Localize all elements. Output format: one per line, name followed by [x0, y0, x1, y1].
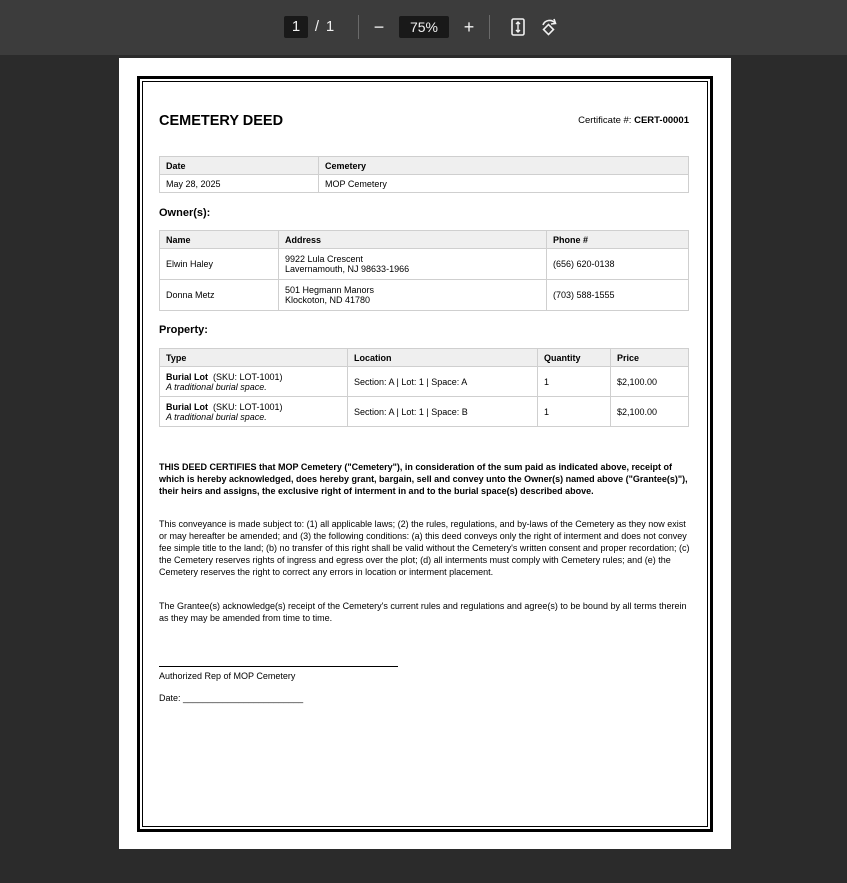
page-number-input[interactable]: 1 [284, 16, 308, 38]
type-header: Type [160, 349, 348, 367]
owner-name-header: Name [160, 231, 279, 249]
acknowledge-paragraph: The Grantee(s) acknowledge(s) receipt of the Cemetery's current rules and regulations and agree(s) to be bound by all terms therein as they may be amended from time to time. [159, 601, 687, 623]
address-line: 501 Hegmann Manors [285, 285, 375, 295]
property-price: $2,100.00 [611, 367, 689, 397]
certifies-paragraph: THIS DEED CERTIFIES that MOP Cemetery ("Cemetery"), in consideration of the sum paid as indicated above, receipt of which is hereby acknowledged, does hereby grant, bargain, sell and convey unto the Owner(s) named above ("Grantee(s)"), their heirs and assigns, the exclusive right of interment in and to the burial space(s) described above. [159, 462, 688, 496]
owner-phone-header: Phone # [547, 231, 689, 249]
date-header: Date [160, 157, 319, 175]
owner-phone: (656) 620-0138 [547, 249, 689, 280]
property-quantity: 1 [538, 397, 611, 427]
address-line: Lavernamouth, NJ 98633-1966 [285, 264, 410, 274]
certificate-number [578, 115, 689, 126]
property-heading: Property: [159, 324, 208, 336]
rotate-icon[interactable] [539, 17, 559, 37]
pdf-toolbar [0, 0, 847, 55]
table-row [160, 249, 689, 280]
property-table [159, 348, 689, 427]
owner-name: Elwin Haley [160, 249, 279, 280]
sku: (SKU: LOT-1001) [213, 401, 283, 412]
address-line: Klockoton, ND 41780 [285, 295, 371, 305]
zoom-in-button[interactable]: + [463, 17, 475, 37]
property-location: Section: A | Lot: 1 | Space: A [348, 367, 538, 397]
page-total: 1 [325, 18, 335, 35]
table-row [160, 367, 689, 397]
document-page [119, 58, 731, 849]
date-value: May 28, 2025 [160, 175, 319, 193]
date-cemetery-table [159, 156, 689, 193]
type-name: Burial Lot [166, 401, 208, 412]
date-line: Date: ________________________ [159, 693, 304, 703]
fit-page-icon[interactable] [508, 17, 528, 37]
property-quantity: 1 [538, 367, 611, 397]
signature-label: Authorized Rep of MOP Cemetery [159, 671, 296, 681]
toolbar-divider [489, 15, 490, 39]
sku: (SKU: LOT-1001) [213, 371, 283, 382]
type-description: A traditional burial space. [166, 411, 267, 422]
owners-heading: Owner(s): [159, 207, 211, 219]
owner-address-header: Address [279, 231, 547, 249]
owners-table [159, 230, 689, 311]
property-price: $2,100.00 [611, 397, 689, 427]
location-header: Location [348, 349, 538, 367]
cemetery-value: MOP Cemetery [319, 175, 689, 193]
property-type [160, 397, 348, 427]
table-row [160, 280, 689, 311]
cert-label: Certificate #: [578, 115, 632, 126]
owner-phone: (703) 588-1555 [547, 280, 689, 311]
price-header: Price [611, 349, 689, 367]
owner-address [279, 249, 547, 280]
type-name: Burial Lot [166, 371, 208, 382]
zoom-out-button[interactable]: − [373, 17, 385, 37]
table-row [160, 397, 689, 427]
owner-address [279, 280, 547, 311]
property-type [160, 367, 348, 397]
type-description: A traditional burial space. [166, 381, 267, 392]
quantity-header: Quantity [538, 349, 611, 367]
toolbar-divider [358, 15, 359, 39]
cemetery-header: Cemetery [319, 157, 689, 175]
address-line: 9922 Lula Crescent [285, 254, 364, 264]
zoom-level-input[interactable]: 75% [399, 16, 449, 38]
conveyance-paragraph: This conveyance is made subject to: (1) all applicable laws; (2) the rules, regulations, and by-laws of the Cemetery as they now exist or may hereafter be amended; and (3) the following conditions: (a) this deed conveys only the right of interment and does not convey fee simple title to the land; (b) no transfer of this right shall be valid without the Cemetery's written consent and proper recordation; (c) the Cemetery reserves rights of ingress and egress over the plot; (d) all interments must comply with Cemetery rules; and (e) the Cemetery reserves the right to correct any errors in location or interment placement. [159, 519, 690, 577]
owner-name: Donna Metz [160, 280, 279, 311]
signature-line [159, 666, 398, 667]
deed-title: CEMETERY DEED [159, 113, 284, 129]
cert-value: CERT-00001 [634, 115, 689, 126]
page-separator: / [314, 18, 320, 35]
property-location: Section: A | Lot: 1 | Space: B [348, 397, 538, 427]
